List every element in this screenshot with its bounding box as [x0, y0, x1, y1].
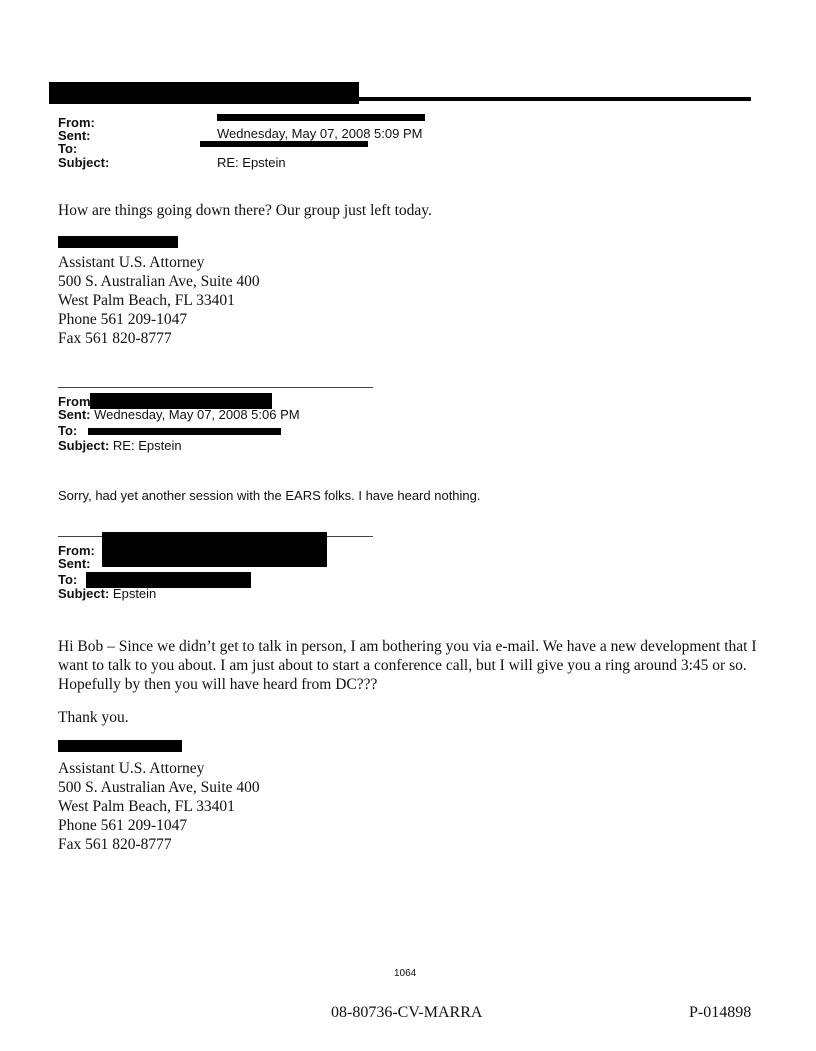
signature-title: Assistant U.S. Attorney — [58, 254, 205, 271]
forward-1-subject — [58, 438, 182, 454]
subject-label: Subject: — [58, 155, 110, 170]
forward-1-sent-label: Sent: — [58, 407, 91, 422]
forward-1-body: Sorry, had yet another session with the EARS folks. I have heard nothing. — [58, 488, 481, 503]
forward-2-from-label: From: — [58, 543, 95, 558]
redaction-to-value — [200, 141, 368, 147]
forward-2-sent — [58, 556, 91, 572]
reply-body: How are things going down there? Our group just left today. — [58, 202, 432, 219]
signature-fax: Fax 561 820-8777 — [58, 330, 172, 347]
redaction-signature-name-1 — [58, 236, 178, 248]
forward-2-subject-value: Epstein — [112, 586, 157, 601]
signature-address-line-2: West Palm Beach, FL 33401 — [58, 798, 235, 815]
signature-address-line-1: 500 S. Australian Ave, Suite 400 — [58, 779, 260, 796]
page-number: 1064 — [394, 968, 417, 979]
signature-address-line-1: 500 S. Australian Ave, Suite 400 — [58, 273, 260, 290]
forward-2-body-paragraph-2: Thank you. — [58, 709, 129, 726]
redaction-forward-1-to — [88, 428, 281, 435]
forward-1-to-label: To: — [58, 423, 78, 438]
redaction-bar-header — [49, 82, 359, 104]
header-rule — [359, 97, 751, 101]
bates-number: P-014898 — [689, 1004, 752, 1021]
forward-1-to — [58, 423, 77, 439]
forward-1-subject-value: RE: Epstein — [112, 438, 182, 453]
signature-fax: Fax 561 820-8777 — [58, 836, 172, 853]
signature-block-1 — [58, 253, 458, 348]
forward-2-to-label: To: — [58, 572, 78, 587]
forward-1-from-label: From — [58, 394, 91, 409]
forward-1-sent — [58, 407, 300, 423]
forward-2-sent-label: Sent: — [58, 556, 91, 571]
subject-value: RE: Epstein — [217, 155, 286, 170]
forward-1-subject-label: Subject: — [58, 438, 110, 453]
signature-block-2 — [58, 759, 458, 854]
sent-value: Wednesday, May 07, 2008 5:09 PM — [217, 126, 423, 141]
signature-title: Assistant U.S. Attorney — [58, 760, 205, 777]
case-number: 08-80736-CV-MARRA — [331, 1004, 483, 1021]
signature-phone: Phone 561 209-1047 — [58, 817, 188, 834]
separator-rule-1 — [58, 387, 373, 388]
signature-address-line-2: West Palm Beach, FL 33401 — [58, 292, 235, 309]
signature-phone: Phone 561 209-1047 — [58, 311, 188, 328]
forward-2-subject — [58, 586, 156, 602]
sent-label: Sent: — [58, 128, 91, 143]
redaction-from-value — [217, 114, 425, 121]
forward-2-body-paragraph-1: Hi Bob – Since we didn’t get to talk in person, I am bothering you via e-mail. We have a new development that I want to talk to you about. I am just about to start a conference call, but I will give you a ring around 3:45 or so. Hopefully by then you will have heard from DC??? — [58, 638, 757, 693]
forward-2-subject-label: Subject: — [58, 586, 110, 601]
redaction-signature-name-2 — [58, 740, 182, 752]
to-label: To: — [58, 141, 78, 156]
forward-1-sent-value: Wednesday, May 07, 2008 5:06 PM — [94, 407, 300, 422]
redaction-forward-2-from-sent — [102, 532, 327, 567]
from-label: From: — [58, 115, 95, 130]
